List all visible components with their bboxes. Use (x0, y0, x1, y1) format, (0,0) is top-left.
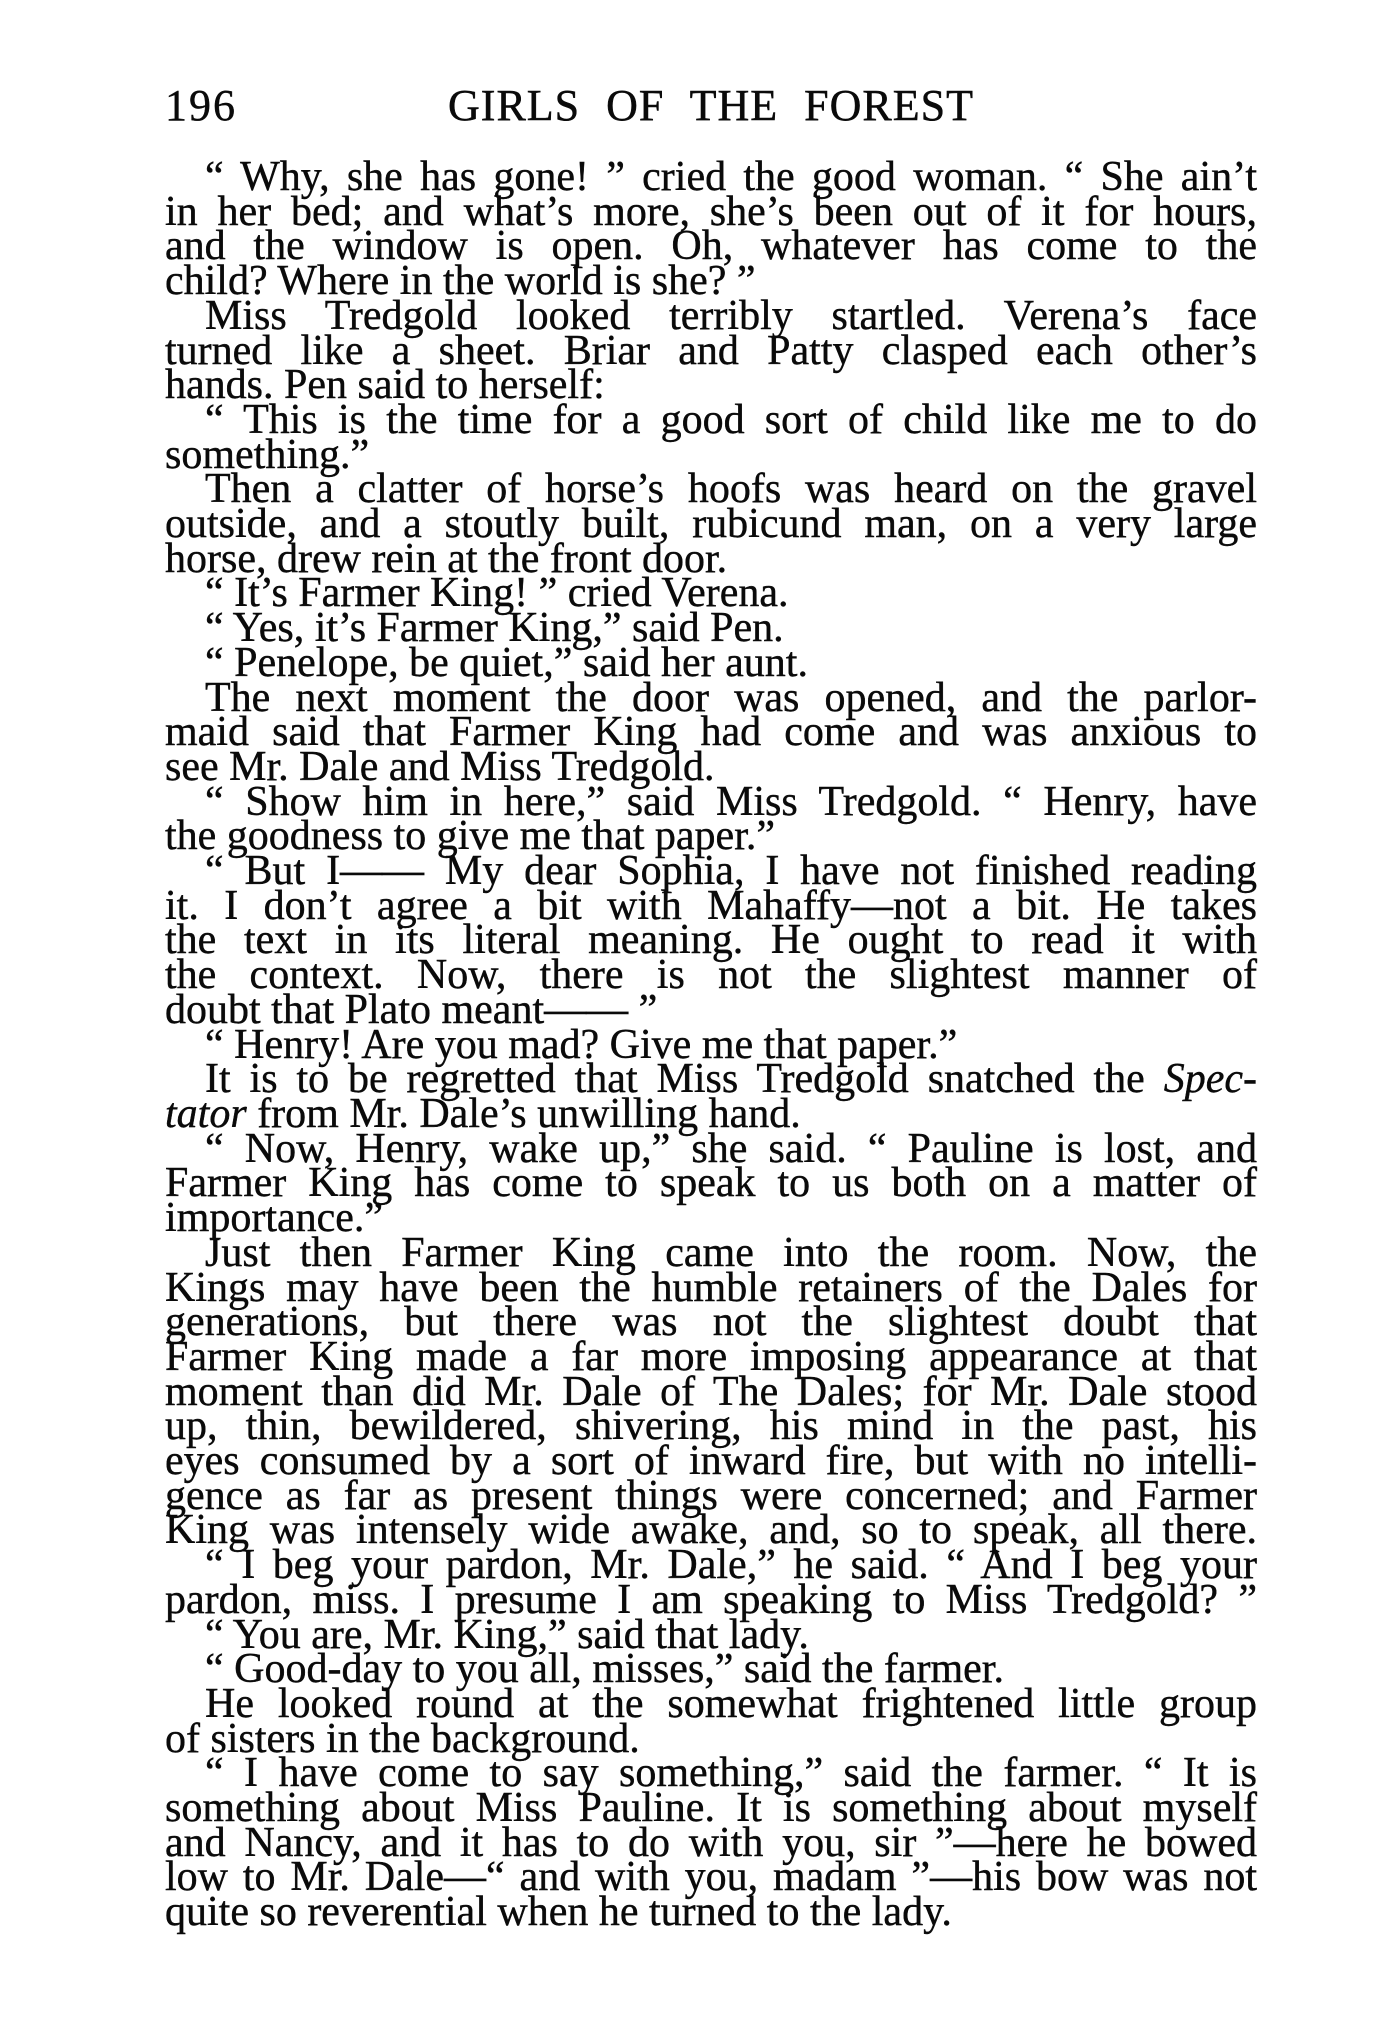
text-line: moment than did Mr. Dale of The Dales; for Mr. Dale stood (165, 1368, 1257, 1415)
text-line: “ This is the time for a good sort of child like me to do (205, 396, 1257, 443)
text-line: hands. Pen said to herself: (165, 362, 605, 409)
page-number: 196 (165, 81, 237, 130)
text-line: the context. Now, there is not the slightest manner of (165, 952, 1257, 999)
paragraph (165, 292, 1257, 409)
text-line: “ You are, Mr. King,” said that lady. (205, 1611, 809, 1658)
paragraph (165, 848, 1257, 1033)
text-line: in her bed; and what’s more, she’s been out of it for hours, (165, 188, 1257, 235)
running-title: GIRLS OF THE FOREST (448, 81, 974, 130)
paragraph (165, 1125, 1257, 1242)
text-line: turned like a sheet. Briar and Patty clasped each other’s (165, 327, 1257, 374)
text-line: doubt that Plato meant—— ” (165, 986, 658, 1033)
paragraph (165, 1229, 1257, 1554)
text-line: importance.” (165, 1195, 384, 1242)
paragraph (165, 1056, 1257, 1137)
italic-text: tator (165, 1090, 247, 1137)
paragraph (165, 466, 1257, 582)
text-line: generations, but there was not the slightest doubt that (165, 1299, 1257, 1346)
text-line: “ Yes, it’s Farmer King,” said Pen. (205, 605, 784, 652)
text-block (165, 154, 1257, 1936)
text-line: it. I don’t agree a bit with Mahaffy—not a bit. He takes (165, 882, 1257, 929)
paragraph (165, 1680, 1257, 1762)
text-line: The next moment the door was opened, and the parlor- (205, 674, 1257, 721)
paragraph (165, 396, 1257, 478)
text-line: child? Where in the world is she? ” (165, 258, 756, 305)
text-line: see Mr. Dale and Miss Tredgold. (165, 743, 715, 790)
text-line: “ Henry! Are you mad? Give me that paper.” (205, 1021, 958, 1068)
paragraph (165, 778, 1257, 860)
text-segment: from Mr. Dale’s unwilling hand. (246, 1090, 801, 1137)
text-segment: It is to be regretted that Miss Tredgold snatched the (205, 1056, 1164, 1103)
text-line: outside, and a stoutly built, rubicund man, on a very large (165, 501, 1257, 548)
text-line: King was intensely wide awake, and, so to speak, all there. (165, 1507, 1257, 1554)
text-line: Kings may have been the humble retainers of the Dales for (165, 1264, 1257, 1311)
text-line: Then a clatter of horse’s hoofs was heard on the gravel (205, 466, 1257, 513)
page-header (165, 81, 1257, 132)
text-line: and Nancy, and it has to do with you, sir ”—here he bowed (165, 1819, 1257, 1866)
text-line: horse, drew rein at the front door. (165, 535, 728, 582)
text-line: quite so reverential when he turned to the lady. (165, 1889, 952, 1936)
text-line: “ Good-day to you all, misses,” said the farmer. (205, 1646, 1004, 1693)
text-line: “ I have come to say something,” said the farmer. “ It is (205, 1750, 1257, 1797)
text-line: He looked round at the somewhat frightened little group (205, 1680, 1257, 1727)
text-line: pardon, miss. I presume I am speaking to Miss Tredgold? ” (165, 1576, 1257, 1623)
text-line: Just then Farmer King came into the room. Now, the (205, 1229, 1257, 1276)
text-line: low to Mr. Dale—“ and with you, madam ”—his bow was not (165, 1854, 1257, 1901)
paragraph (165, 1542, 1257, 1623)
text-line: “ It’s Farmer King! ” cried Verena. (205, 570, 789, 617)
paragraph (165, 154, 1257, 305)
text-line: something.” (165, 431, 370, 478)
paragraph (165, 1750, 1257, 1936)
text-line: the goodness to give me that paper.” (165, 813, 776, 860)
paragraph (165, 674, 1257, 790)
text-line: “ I beg your pardon, Mr. Dale,” he said. “ And I beg your (205, 1542, 1257, 1589)
text-line: gence as far as present things were concerned; and Farmer (165, 1472, 1257, 1519)
text-line: the text in its literal meaning. He ought to read it with (165, 917, 1257, 964)
text-line: “ But I—— My dear Sophia, I have not finished reading (205, 848, 1257, 895)
text-line: “ Penelope, be quiet,” said her aunt. (205, 639, 808, 686)
text-line: Farmer King has come to speak to us both on a matter of (165, 1160, 1257, 1207)
text-line: eyes consumed by a sort of inward fire, but with no intelli- (165, 1438, 1257, 1485)
text-line: “ Show him in here,” said Miss Tredgold. “ Henry, have (205, 778, 1257, 825)
text-line: of sisters in the background. (165, 1715, 640, 1762)
text-line: “ Why, she has gone! ” cried the good woman. “ She ain’t (205, 154, 1257, 200)
text-line: maid said that Farmer King had come and was anxious to (165, 709, 1257, 756)
text-line: up, thin, bewildered, shivering, his mind in the past, his (165, 1403, 1257, 1450)
text-line: Farmer King made a far more imposing appearance at that (165, 1333, 1257, 1380)
text-line: something about Miss Pauline. It is something about myself (165, 1785, 1257, 1832)
text-line: and the window is open. Oh, whatever has come to the (165, 223, 1257, 270)
text-line: “ Now, Henry, wake up,” she said. “ Pauline is lost, and (205, 1125, 1257, 1172)
italic-text: Spec- (1163, 1056, 1257, 1103)
text-line: Miss Tredgold looked terribly startled. Verena’s face (205, 292, 1257, 339)
